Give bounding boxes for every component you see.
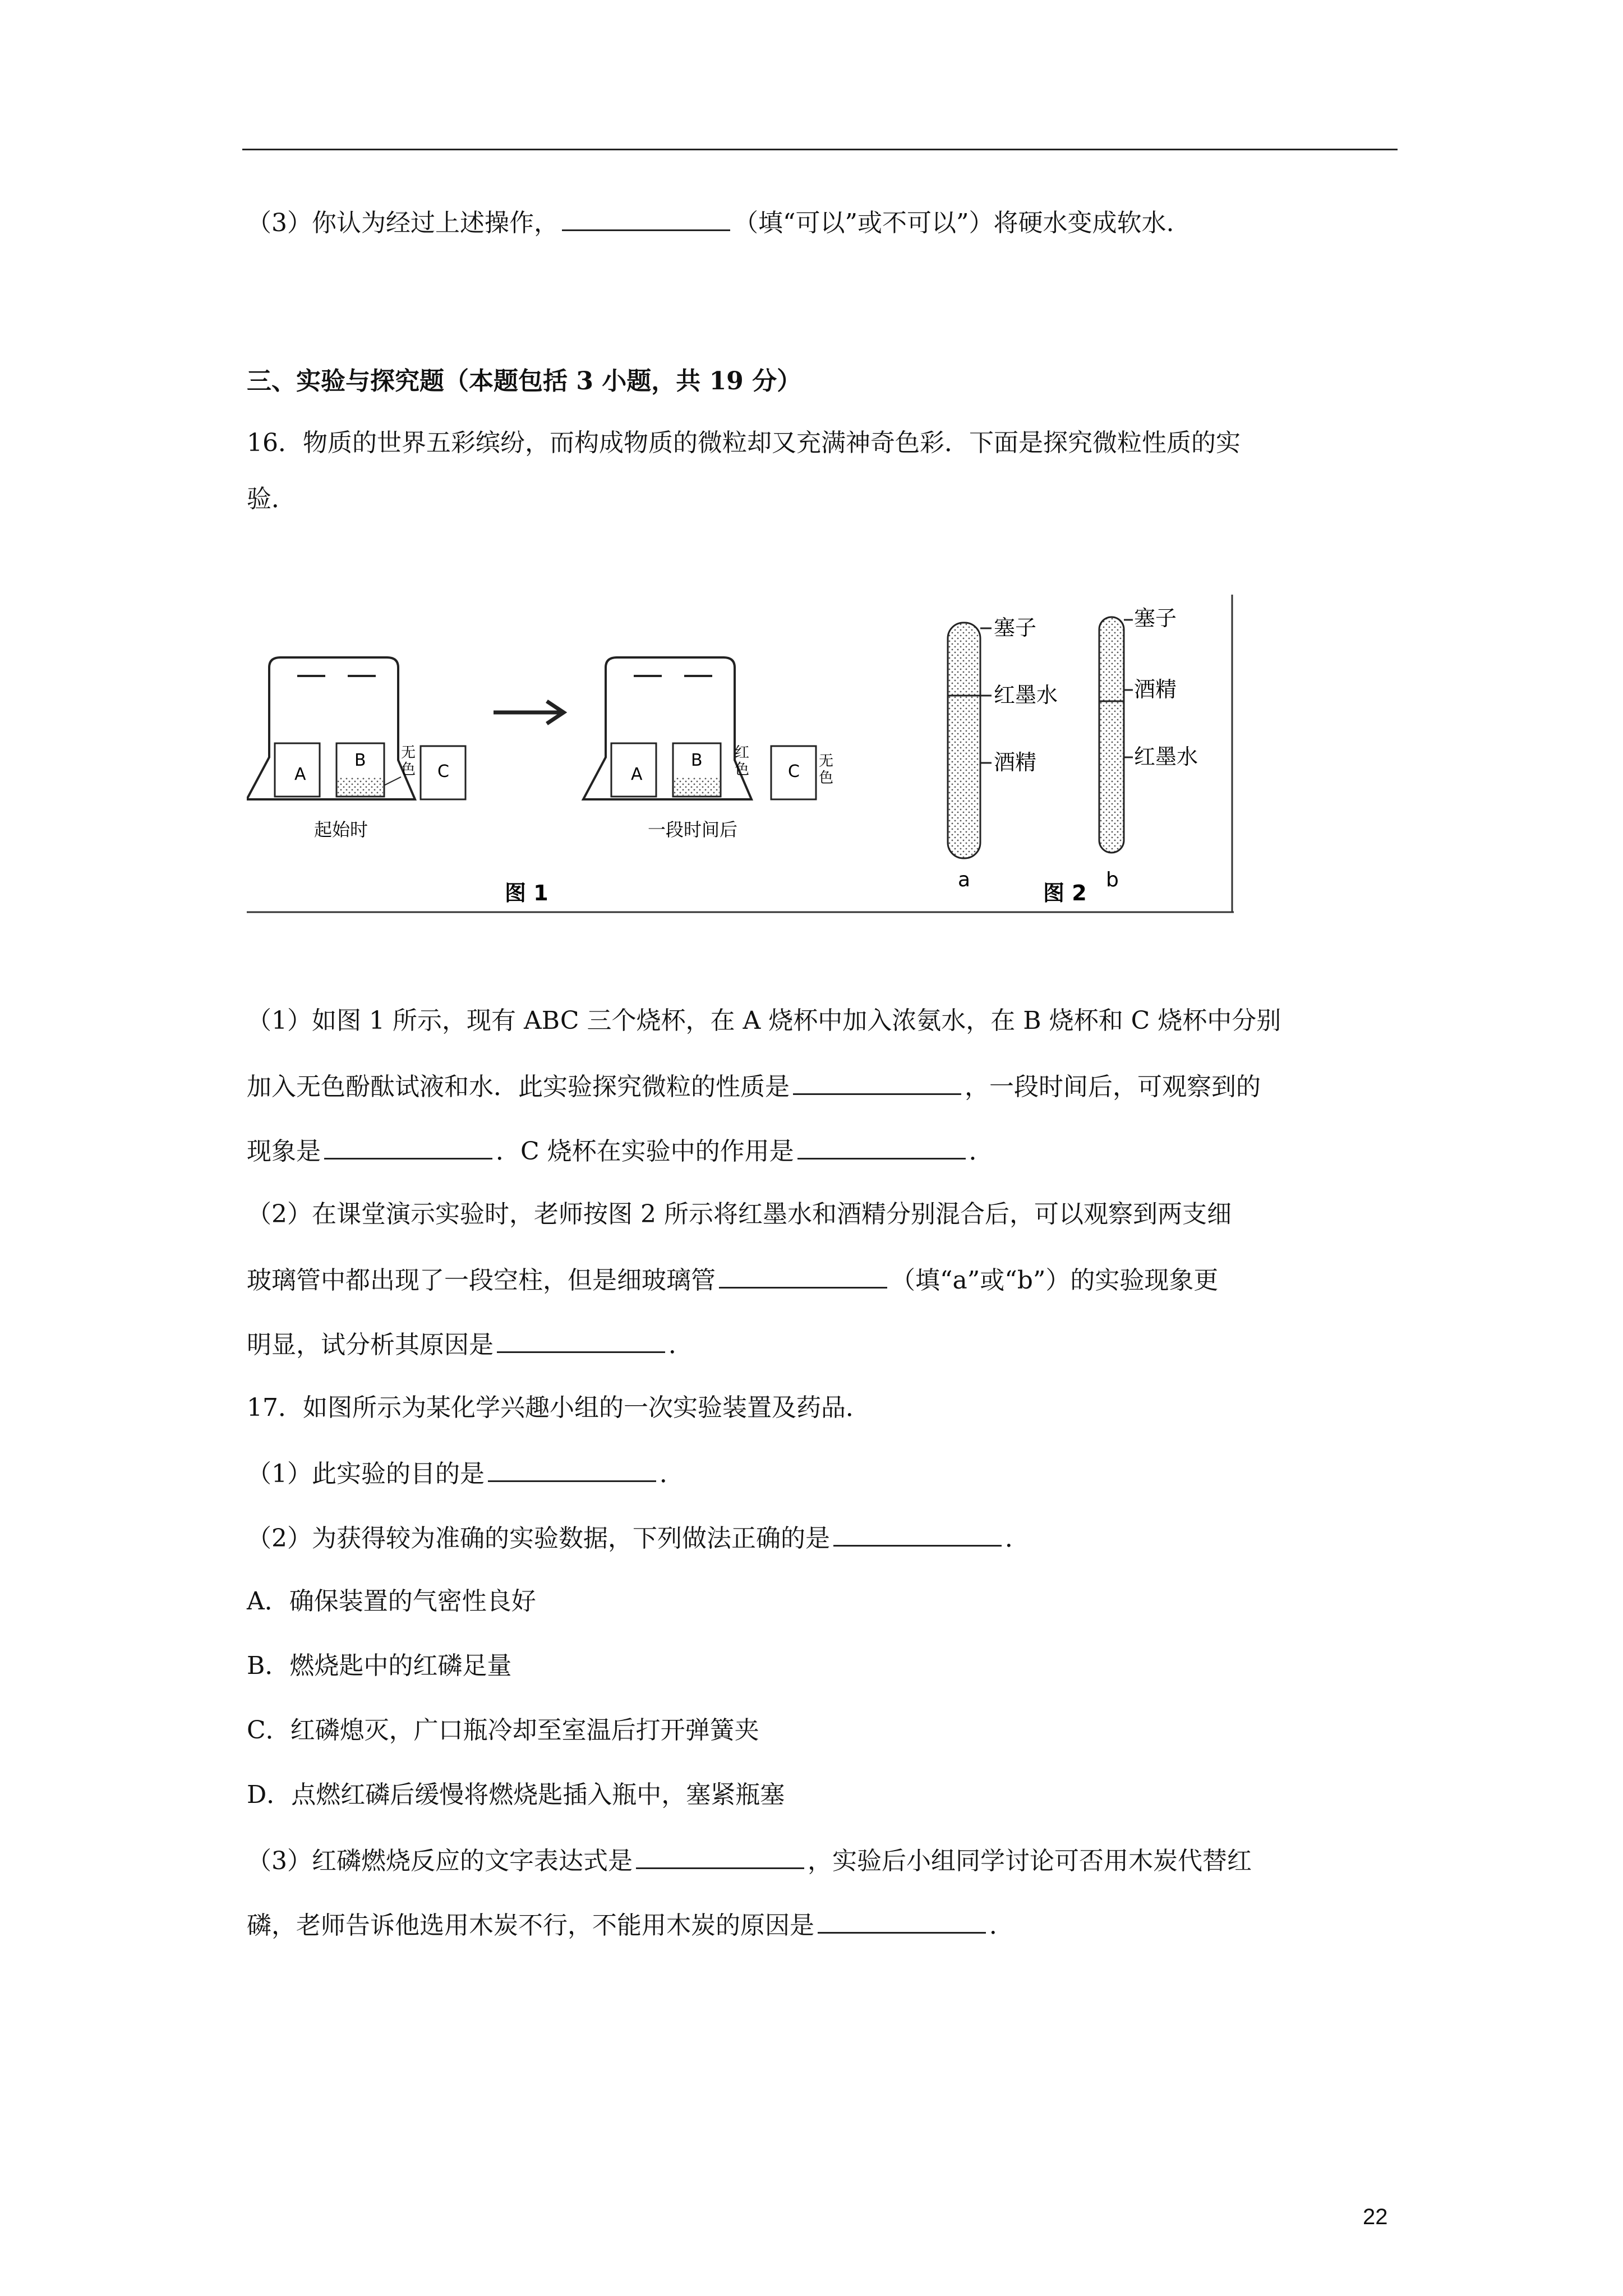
- q16-part2-line2: 玻璃管中都出现了一段空柱，但是细玻璃管 （填“a”或“b”）的实验现象更: [247, 1262, 1218, 1297]
- answer-blank[interactable]: [497, 1327, 665, 1353]
- q15-part3: （3）你认为经过上述操作， （填“可以”或不可以”）将硬水变成软水.: [247, 205, 1174, 240]
- q17-option-a: A．确保装置的气密性良好: [247, 1587, 536, 1616]
- q17-part3-line2: 磷，老师告诉他选用木炭不行，不能用木炭的原因是 ．: [247, 1907, 1014, 1943]
- q16-part2-line3: 明显，试分析其原因是 ．: [247, 1327, 693, 1362]
- beaker-b-label: B: [354, 751, 366, 770]
- tube-a: [948, 615, 1058, 891]
- fig1-label: 图 1: [505, 881, 548, 905]
- q17-part3-line1: （3）红磷燃烧反应的文字表达式是 ，实验后小组同学讨论可否用木炭代替红: [247, 1843, 1252, 1878]
- tube-b: [1099, 606, 1198, 891]
- colorless-label-2: 色: [819, 770, 834, 786]
- answer-blank[interactable]: [636, 1843, 804, 1869]
- answer-blank[interactable]: [833, 1520, 1002, 1547]
- q17-option-c: C．红磷熄灭，广口瓶冷却至室温后打开弹簧夹: [247, 1716, 759, 1745]
- q16-part1-line1: （1）如图 1 所示，现有 ABC 三个烧杯，在 A 烧杯中加入浓氨水，在 B 烧杯和 C 烧杯中分别: [247, 1006, 1281, 1035]
- red-label-1: 红: [735, 744, 750, 761]
- caption-start: 起始时: [314, 819, 368, 840]
- tube-a-lower: 酒精: [994, 750, 1037, 775]
- q17-option-d: D．点燃红磷后缓慢将燃烧匙插入瓶中，塞紧瓶塞: [247, 1780, 785, 1809]
- tube-a-upper: 红墨水: [994, 683, 1058, 707]
- caption-after: 一段时间后: [648, 819, 738, 840]
- tube-a-stopper: 塞子: [994, 615, 1037, 640]
- header-rule: [242, 149, 1398, 150]
- answer-blank[interactable]: [793, 1069, 961, 1095]
- q16-part2-line1: （2）在课堂演示实验时，老师按图 2 所示将红墨水和酒精分别混合后，可以观察到两支细: [247, 1200, 1232, 1228]
- q16-part1-line2: 加入无色酚酞试液和水．此实验探究微粒的性质是 ，一段时间后，可观察到的: [247, 1069, 1261, 1104]
- q16-stem-line2: 验．: [247, 485, 296, 513]
- tube-b-lower: 红墨水: [1134, 744, 1198, 769]
- answer-blank[interactable]: [324, 1133, 492, 1159]
- beaker-b-label: B: [691, 751, 703, 770]
- red-label-2: 色: [735, 761, 750, 778]
- experiment-figure: [247, 595, 1234, 914]
- colorless-label-1: 无: [819, 753, 834, 770]
- tube-b-stopper: 塞子: [1134, 606, 1177, 631]
- beaker-a-label: A: [294, 765, 306, 784]
- answer-blank[interactable]: [488, 1456, 656, 1482]
- tube-b-label: b: [1106, 868, 1119, 891]
- beaker-c-label: C: [437, 762, 449, 781]
- q17-option-b: B．燃烧匙中的红磷足量: [247, 1651, 512, 1680]
- tube-b-upper: 酒精: [1134, 677, 1177, 702]
- beaker-a-label: A: [631, 765, 643, 784]
- bell-jar-start: [247, 657, 465, 840]
- answer-blank[interactable]: [797, 1133, 966, 1159]
- section-title: 三、实验与探究题（本题包括 3 小题，共 19 分）: [247, 367, 802, 395]
- q16-stem-line1: 16．物质的世界五彩缤纷，而构成物质的微粒却又充满神奇色彩．下面是探究微粒性质的实: [247, 429, 1241, 457]
- q16-part1-line3: 现象是 ．C 烧杯在实验中的作用是 ．: [247, 1133, 994, 1168]
- q17-part1: （1）此实验的目的是 ．: [247, 1456, 684, 1491]
- answer-blank[interactable]: [818, 1907, 986, 1934]
- tube-a-label: a: [958, 868, 971, 891]
- bell-jar-after: [583, 657, 833, 840]
- q17-part2: （2）为获得较为准确的实验数据，下列做法正确的是 ．: [247, 1520, 1030, 1556]
- colorless-label-2: 色: [401, 761, 416, 778]
- fig2-label: 图 2: [1043, 881, 1087, 905]
- q17-stem: 17．如图所示为某化学兴趣小组的一次实验装置及药品．: [247, 1393, 870, 1422]
- answer-blank[interactable]: [719, 1262, 887, 1289]
- beaker-c-label: C: [788, 762, 800, 781]
- page-number: 22: [1363, 2205, 1388, 2229]
- answer-blank[interactable]: [562, 205, 730, 231]
- colorless-label-1: 无: [401, 744, 416, 761]
